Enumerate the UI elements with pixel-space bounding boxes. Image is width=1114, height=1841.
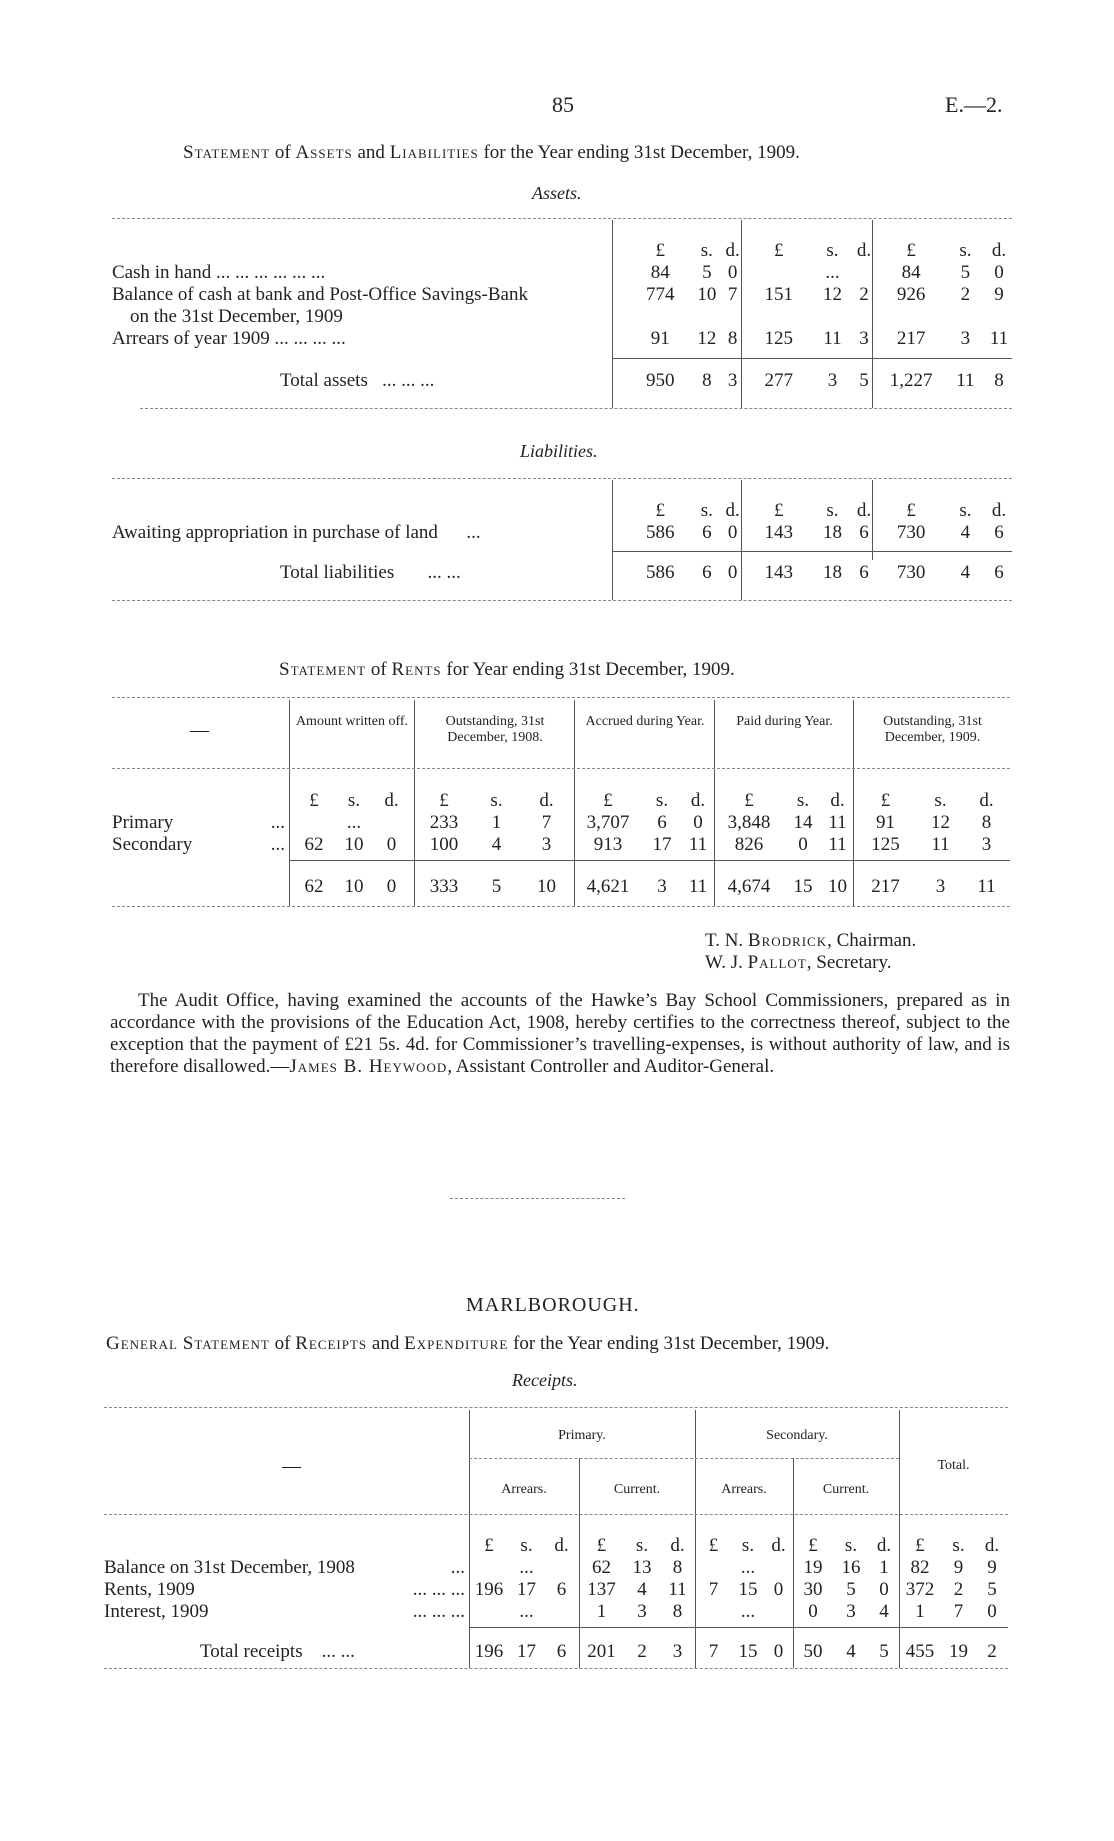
divider (112, 906, 1010, 907)
rents-table (112, 790, 1010, 898)
divider (112, 768, 1010, 769)
divider (140, 408, 1012, 409)
divider (112, 600, 1012, 601)
col-header-written-off: Amount written off. (295, 714, 409, 729)
table-row: Balance on 31st December, 1908 ... ... 62 13 8 ... 19 16 1 82 9 9 (104, 1557, 997, 1578)
total-row: 62 10 0 333 5 10 4,621 3 11 4,674 15 10 217 3 11 (304, 876, 996, 897)
divider (469, 1627, 1008, 1628)
table-row: Interest, 1909 ... ... ... ... 1 3 8 ... 0 3 4 1 7 0 (104, 1601, 997, 1622)
receipts-subtitle: Receipts. (512, 1370, 578, 1390)
audit-certificate-paragraph: The Audit Office, having examined the accounts of the Hawke’s Bay School Commissioners, prepared as in accordance with the provisions of the Education Act, 1908, hereby certifies to the correctness thereof, subject to the exception that the payment of £21 5s. 4d. for Commissioner’s travelling-expenses, is without authority of law, and is therefore disallowed.—James B. Heywood, Assistant Controller and Auditor-General. (110, 990, 1010, 1077)
rents-statement-title: Statement of Rents for Year ending 31st December, 1909. (279, 659, 735, 680)
divider (112, 478, 1012, 479)
col-header-accrued: Accrued during Year. (585, 714, 705, 729)
col-header-primary-current: Current. (613, 1482, 661, 1497)
unit-header-row: £ s. d. £ s. d. £ s. d. (655, 500, 1007, 521)
divider (104, 1668, 1008, 1669)
page-number: 85 (552, 92, 574, 117)
table-row: Primary ... ... 233 1 7 3,707 6 0 3,848 14 11 91 12 8 (112, 812, 992, 833)
table-row: on the 31st December, 1909 (130, 306, 343, 327)
section-divider (450, 1198, 625, 1199)
col-header-total: Total. (937, 1458, 970, 1473)
divider (469, 1458, 899, 1459)
signature-chairman: T. N. Brodrick, Chairman. (705, 930, 917, 951)
divider (104, 1407, 1008, 1408)
total-row: Total assets ... ... ... 950 8 3 277 3 5 1,227 11 8 (280, 370, 1004, 391)
table-row: Awaiting appropriation in purchase of land ... 586 6 0 143 18 6 730 4 6 (112, 522, 1004, 543)
blank-header: — (190, 720, 209, 741)
total-row: Total receipts ... ... 196 17 6 201 2 3 7 15 0 50 4 5 455 19 2 (200, 1641, 997, 1662)
table-row: Rents, 1909 ... ... ... 196 17 6 137 4 11 7 15 0 30 5 0 372 2 5 (104, 1579, 997, 1600)
col-header-primary-arrears: Arrears. (501, 1482, 547, 1497)
assets-table (112, 240, 1012, 392)
unit-header-row: £ s. d. £ s. d. £ s. d. (655, 240, 1007, 261)
col-header-paid: Paid during Year. (736, 714, 833, 729)
col-header-secondary-current: Current. (822, 1482, 870, 1497)
col-header-secondary-arrears: Arrears. (721, 1482, 767, 1497)
divider (289, 860, 1010, 861)
marlborough-heading: MARLBOROUGH. (466, 1294, 640, 1316)
signature-secretary: W. J. Pallot, Secretary. (705, 952, 892, 973)
divider (612, 358, 1012, 359)
assets-statement-title: Statement of Assets and Liabilities for the Year ending 31st December, 1909. (183, 142, 800, 163)
table-row: Arrears of year 1909 ... ... ... ... 91 12 8 125 11 3 217 3 11 (112, 328, 1009, 349)
col-header-primary: Primary. (558, 1428, 606, 1443)
col-header-outstanding-1908: Outstanding, 31st December, 1908. (445, 714, 545, 745)
unit-header-row: £ s. d. £ s. d. £ s. d. £ s. d. £ s. d. (484, 1535, 1000, 1556)
blank-header: — (282, 1456, 301, 1477)
receipts-table (104, 1535, 1008, 1663)
table-row: Secondary ... 62 10 0 100 4 3 913 17 11 826 0 11 125 11 3 (112, 834, 992, 855)
table-row: Balance of cash at bank and Post-Office Savings-Bank 774 10 7 151 12 2 926 2 9 (112, 284, 1004, 305)
document-reference: E.—2. (945, 92, 1003, 117)
col-header-outstanding-1909: Outstanding, 31st December, 1909. (883, 714, 982, 745)
total-row: Total liabilities ... ... 586 6 0 143 18 6 730 4 6 (280, 562, 1004, 583)
table-row: Cash in hand ... ... ... ... ... ... 84 5 0 ... 84 5 0 (112, 262, 1004, 283)
col-header-secondary: Secondary. (766, 1428, 828, 1443)
unit-header-row: £ s. d. £ s. d. £ s. d. £ s. d. £ s. d. (309, 790, 994, 811)
divider (104, 1514, 1008, 1515)
receipts-statement-title: General Statement of Receipts and Expenditure for the Year ending 31st December, 1909. (106, 1333, 830, 1354)
divider (112, 697, 1010, 698)
assets-subtitle: Assets. (532, 183, 582, 203)
liabilities-table (112, 500, 1012, 584)
liabilities-subtitle: Liabilities. (520, 441, 598, 461)
divider (612, 551, 1012, 552)
divider (112, 218, 1012, 219)
